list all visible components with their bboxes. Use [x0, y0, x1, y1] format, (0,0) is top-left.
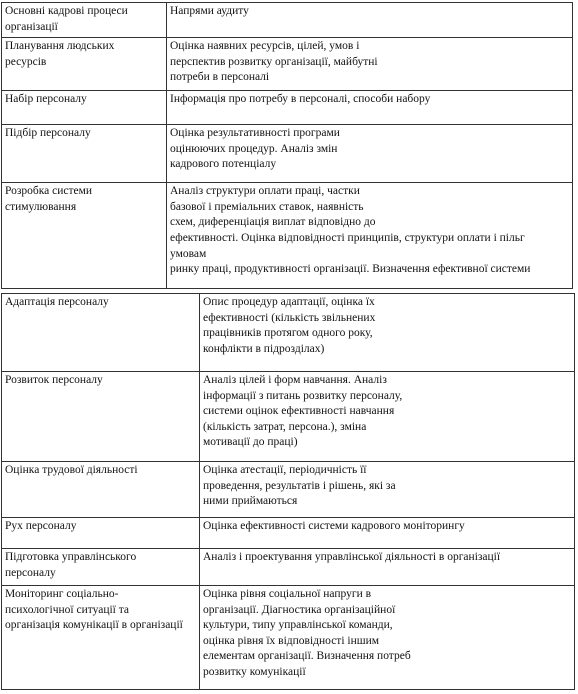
audit-cell: Аналіз цілей і форм навчання. Аналіз інформації з питань розвитку персоналу, системи оцінок ефективності навчання (кількість затрат, персона.), зміна мотивації до праці): [200, 372, 575, 462]
table-row: [2, 462, 575, 518]
audit-table-top: [1, 2, 573, 289]
process-cell: Набір персоналу: [2, 91, 167, 125]
process-cell: Рух персоналу: [2, 518, 200, 549]
header-cell-processes: Основні кадрові процеси організації: [2, 3, 167, 38]
table-row: [2, 3, 573, 38]
audit-cell: Опис процедур адаптації, оцінка їх ефективності (кількість звільнених працівників протягом одного року, конфлікти в підрозділах): [200, 294, 575, 372]
process-cell: Оцінка трудової діяльності: [2, 462, 200, 518]
process-cell: Розробка системи стимулювання: [2, 183, 167, 289]
table-row: [2, 372, 575, 462]
audit-cell: Аналіз і проектування управлінської діяльності в організації: [200, 549, 575, 586]
table-row: [2, 518, 575, 549]
table-row: [2, 549, 575, 586]
audit-cell: Оцінка атестації, періодичність її проведення, результатів і рішень, які за ними приймаються: [200, 462, 575, 518]
process-cell: Планування людських ресурсів: [2, 38, 167, 91]
audit-cell: Інформація про потребу в персоналі, способи набору: [167, 91, 573, 125]
audit-table-bottom: [1, 293, 575, 690]
audit-cell: Оцінка ефективності системи кадрового моніторингу: [200, 518, 575, 549]
table-row: [2, 183, 573, 289]
table-row: [2, 125, 573, 183]
table-row: [2, 38, 573, 91]
header-cell-audit-directions: Напрями аудиту: [167, 3, 573, 38]
audit-cell: Оцінка наявних ресурсів, цілей, умов і перспектив розвитку організації, майбутні потреби в персоналі: [167, 38, 573, 91]
process-cell: Розвиток персоналу: [2, 372, 200, 462]
process-cell: Підбір персоналу: [2, 125, 167, 183]
audit-cell: Аналіз структури оплати праці, частки базової і преміальних ставок, наявність схем, диференціація виплат відповідно до ефективності. Оцінка відповідності принципів, структури оплати і пільг умовам ринку праці, продуктивності організації. Визначення ефективної системи: [167, 183, 573, 289]
audit-cell: Оцінка результативності програми оцінюючих процедур. Аналіз змін кадрового потенціалу: [167, 125, 573, 183]
process-cell: Адаптація персоналу: [2, 294, 200, 372]
audit-cell: Оцінка рівня соціальної напруги в організації. Діагностика організаційної культури, типу управлінської команди, оцінка рівня їх відповідності іншим елементам організації. Визначення потреб розвитку комунікації: [200, 586, 575, 690]
process-cell: Моніторинг соціально- психологічної ситуації та організація комунікації в організації: [2, 586, 200, 690]
process-cell: Підготовка управлінського персоналу: [2, 549, 200, 586]
table-row: [2, 91, 573, 125]
table-row: [2, 586, 575, 690]
table-row: [2, 294, 575, 372]
